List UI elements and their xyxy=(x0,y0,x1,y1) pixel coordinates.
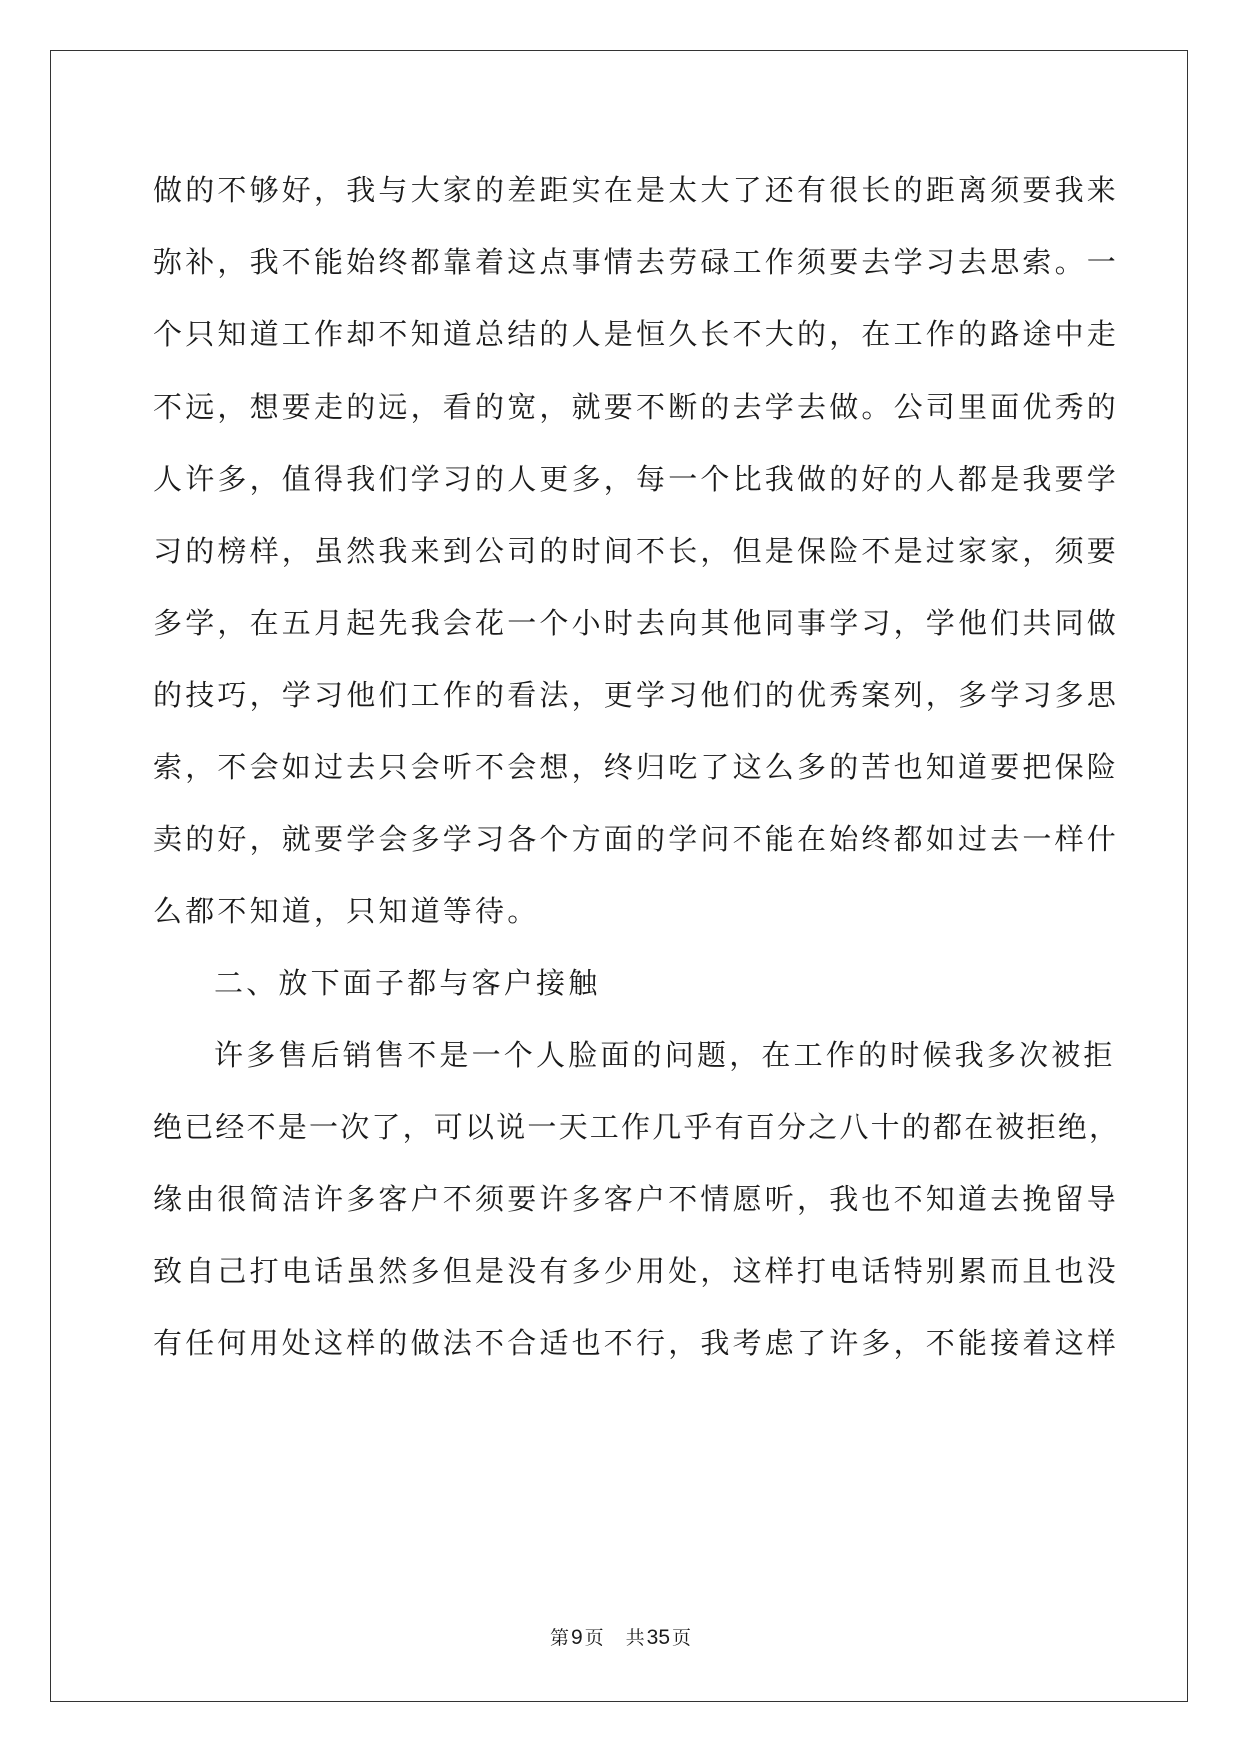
paragraph-line: 卖的好，就要学会多学习各个方面的学问不能在始终都如过去一样什 xyxy=(153,822,1120,856)
paragraph-line: 个只知道工作却不知道总结的人是恒久长不大的，在工作的路途中走 xyxy=(153,317,1120,351)
page-footer xyxy=(0,1626,1241,1650)
paragraph-line: 许多售后销售不是一个人脸面的问题，在工作的时候我多次被拒 xyxy=(214,1038,1116,1072)
paragraph-line: 不远，想要走的远，看的宽，就要不断的去学去做。公司里面优秀的 xyxy=(153,390,1120,424)
paragraph-line: 的技巧，学习他们工作的看法，更学习他们的优秀案列，多学习多思 xyxy=(153,678,1120,712)
paragraph-line: 缘由很简洁许多客户不须要许多客户不情愿听，我也不知道去挽留导 xyxy=(153,1182,1120,1216)
page-number: 9 xyxy=(570,1626,583,1649)
paragraph-line: 致自己打电话虽然多但是没有多少用处，这样打电话特别累而且也没 xyxy=(153,1254,1120,1288)
paragraph-line: 索，不会如过去只会听不会想，终归吃了这么多的苦也知道要把保险 xyxy=(153,750,1120,784)
total-pages: 35 xyxy=(646,1626,671,1649)
section-heading: 二、放下面子都与客户接触 xyxy=(214,966,601,1000)
paragraph-line: 弥补，我不能始终都靠着这点事情去劳碌工作须要去学习去思索。一 xyxy=(153,245,1120,279)
paragraph-line: 做的不够好，我与大家的差距实在是太大了还有很长的距离须要我来 xyxy=(153,173,1120,207)
page-prefix: 第 xyxy=(549,1627,569,1649)
total-prefix: 共 xyxy=(625,1627,645,1649)
paragraph-line: 有任何用处这样的做法不合适也不行，我考虑了许多，不能接着这样 xyxy=(153,1326,1120,1360)
paragraph-line: 绝已经不是一次了，可以说一天工作几乎有百分之八十的都在被拒绝， xyxy=(153,1110,1121,1144)
paragraph-line: 习的榜样，虽然我来到公司的时间不长，但是保险不是过家家，须要 xyxy=(153,534,1120,568)
page-frame xyxy=(50,50,1188,1702)
paragraph-line: 么都不知道，只知道等待。 xyxy=(153,894,540,928)
paragraph-line: 人许多，值得我们学习的人更多，每一个比我做的好的人都是我要学 xyxy=(153,462,1120,496)
total-suffix: 页 xyxy=(672,1627,692,1649)
paragraph-line: 多学，在五月起先我会花一个小时去向其他同事学习，学他们共同做 xyxy=(153,606,1120,640)
page-suffix: 页 xyxy=(584,1627,604,1649)
